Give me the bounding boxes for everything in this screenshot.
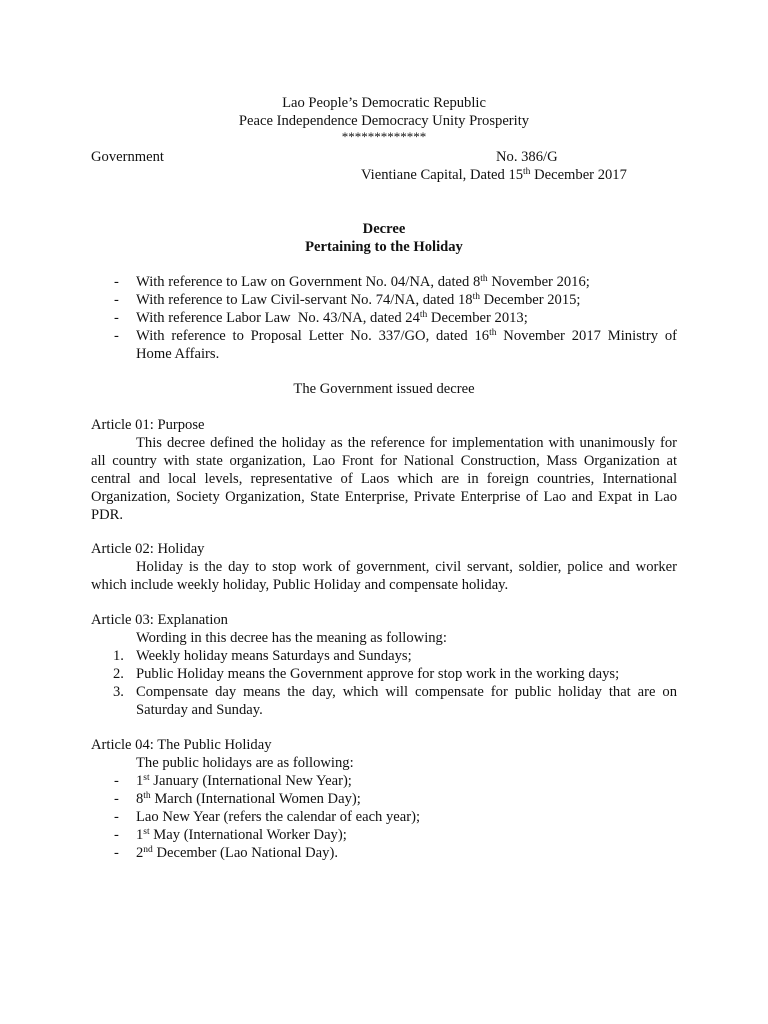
reference-text: With reference to Law on Government No. 04/NA, dated 8th November 2016; <box>136 274 590 290</box>
reference-text: With reference Labor Law No. 43/NA, dated 24th December 2013; <box>136 310 528 326</box>
reference-text-cont: Home Affairs. <box>136 346 220 362</box>
list-marker: - <box>114 809 119 825</box>
list-marker: - <box>114 827 119 843</box>
reference-text: With reference to Law Civil-servant No. 74/NA, dated 18th December 2015; <box>136 292 581 308</box>
list-item-text-cont: Saturday and Sunday. <box>136 702 263 718</box>
list-marker: 3. <box>113 684 124 700</box>
list-marker: - <box>114 328 119 344</box>
article-3-heading: Article 03: Explanation <box>91 612 228 628</box>
list-item-text: Weekly holiday means Saturdays and Sundays; <box>136 648 412 664</box>
decree-date <box>361 166 627 184</box>
date-suffix: December 2017 <box>530 167 627 183</box>
date-sup: th <box>523 167 531 177</box>
list-marker: - <box>114 791 119 807</box>
stars-divider: ************* <box>341 129 427 144</box>
list-marker: 2. <box>113 666 124 682</box>
decree-subtitle: Pertaining to the Holiday <box>305 239 463 255</box>
issuer: Government <box>91 149 164 165</box>
article-4-heading: Article 04: The Public Holiday <box>91 737 272 753</box>
list-marker: - <box>114 274 119 290</box>
list-marker: 1. <box>113 648 124 664</box>
article-3-intro: Wording in this decree has the meaning as following: <box>136 630 447 646</box>
country-name: Lao People’s Democratic Republic <box>282 95 486 111</box>
list-marker: - <box>114 292 119 308</box>
decree-title: Decree <box>362 221 406 237</box>
decree-number: No. 386/G <box>496 149 558 165</box>
national-motto: Peace Independence Democracy Unity Prosperity <box>238 113 530 129</box>
list-marker: - <box>114 773 119 789</box>
holiday-text: 2nd December (Lao National Day). <box>136 845 338 861</box>
holiday-text: 1st May (International Worker Day); <box>136 827 347 843</box>
holiday-text: 1st January (International New Year); <box>136 773 352 789</box>
article-2-heading: Article 02: Holiday <box>91 541 205 557</box>
issued-statement: The Government issued decree <box>293 381 475 397</box>
article-2-body: Holiday is the day to stop work of government, civil servant, soldier, police and worker which include weekly holiday, Public Holiday and compensate holiday. <box>91 559 677 593</box>
reference-text: With reference to Proposal Letter No. 337/GO, dated 16th November 2017 Ministry of <box>136 328 677 344</box>
list-marker: - <box>114 310 119 326</box>
article-4-intro: The public holidays are as following: <box>136 755 354 771</box>
date-prefix: Vientiane Capital, Dated 15 <box>361 167 524 183</box>
list-marker: - <box>114 845 119 861</box>
article-1-body: This decree defined the holiday as the reference for implementation with unanimously for all country with state organization, Lao Front for National Construction, Mass Organization at central and local levels, representative of Laos which are in foreign countries, International Organization, Society Organization, State Enterprise, Private Enterprise of Lao and Expat in Lao PDR. <box>91 435 677 523</box>
holiday-text: Lao New Year (refers the calendar of each year); <box>136 809 421 825</box>
list-item-text: Compensate day means the day, which will compensate for public holiday that are on <box>136 684 677 700</box>
holiday-text: 8th March (International Women Day); <box>136 791 361 807</box>
list-item-text: Public Holiday means the Government approve for stop work in the working days; <box>136 666 620 682</box>
article-1-heading: Article 01: Purpose <box>91 417 205 433</box>
